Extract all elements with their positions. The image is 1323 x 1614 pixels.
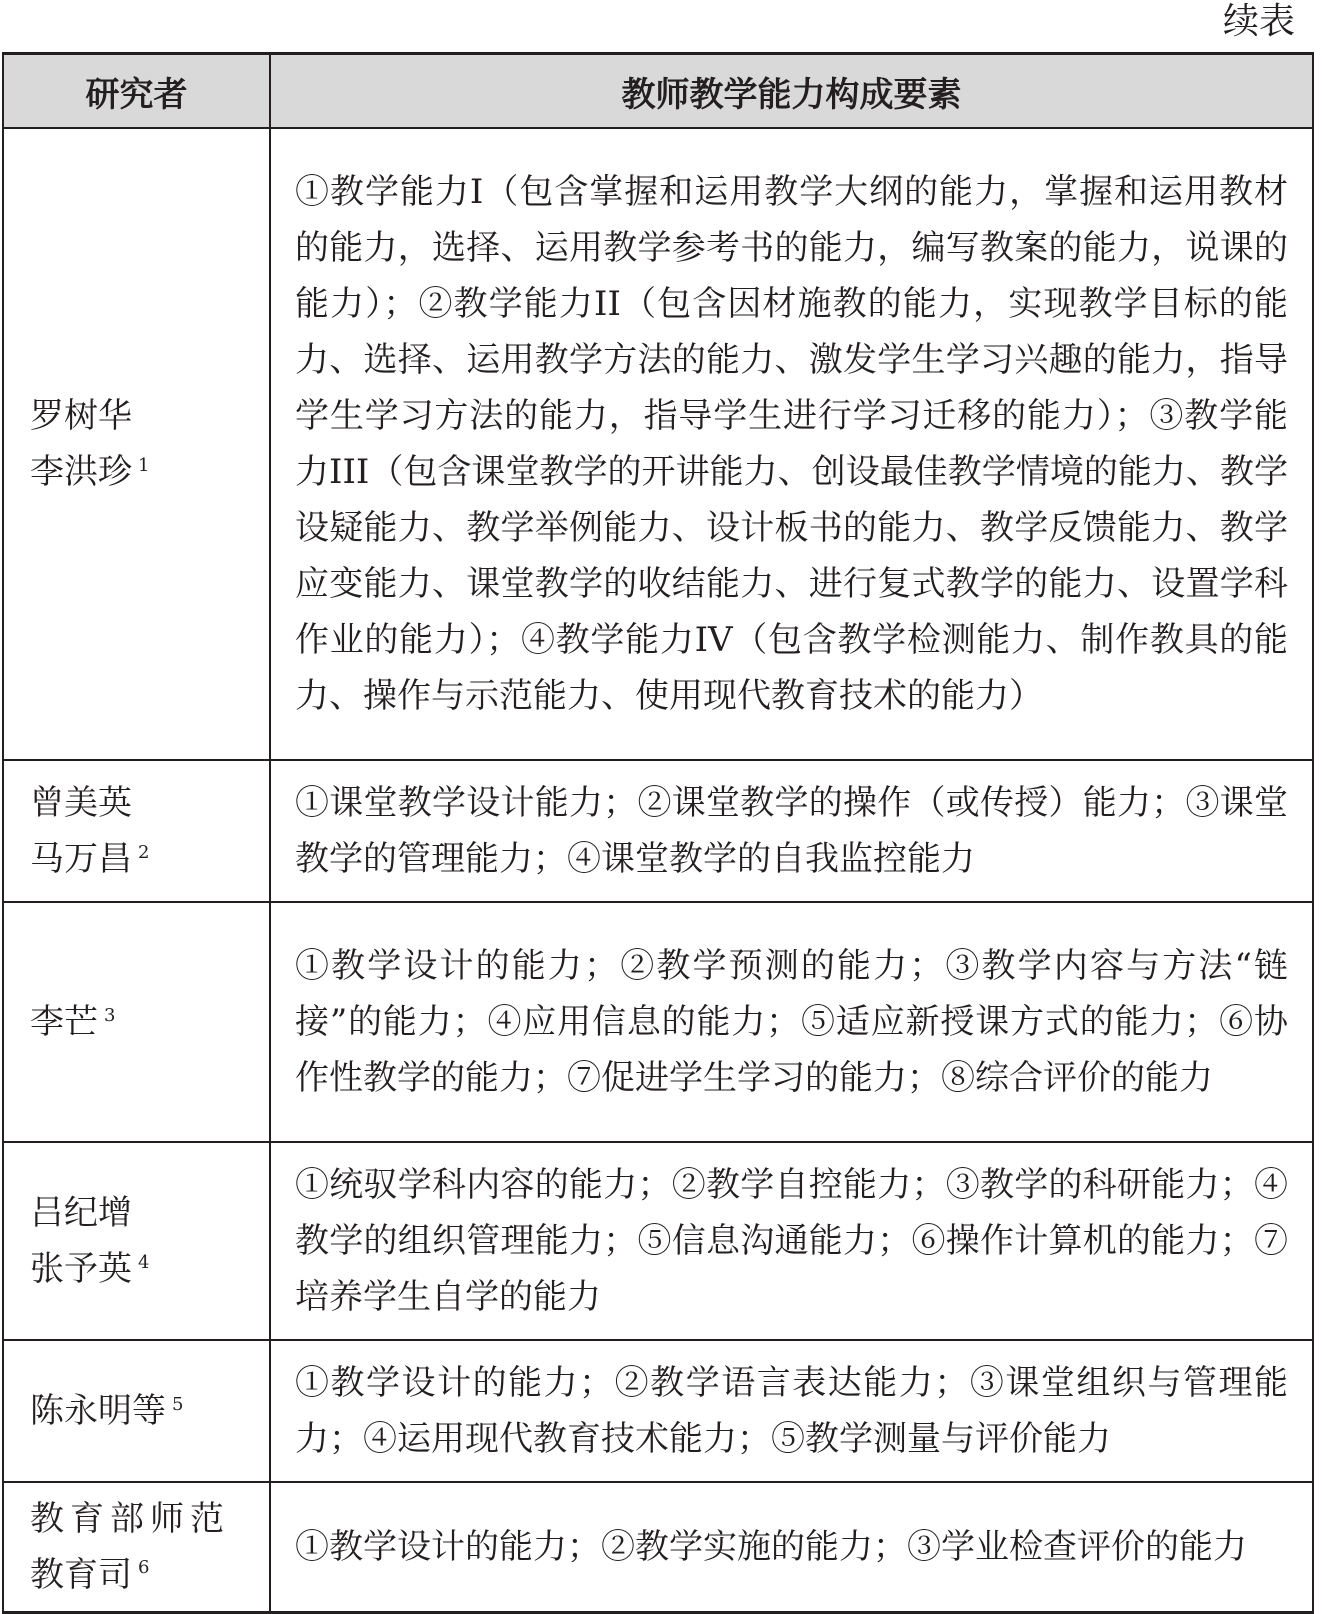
researcher-cell <box>3 760 270 902</box>
researcher-name: 马万昌 <box>30 839 132 879</box>
footnote-ref: 2 <box>138 841 150 863</box>
researcher-name: 李芒 <box>30 1002 98 1042</box>
elements-cell: ①教学设计的能力；②教学实施的能力；③学业检查评价的能力 <box>270 1482 1313 1612</box>
researcher-name: 教育部师范 <box>30 1498 230 1539</box>
footnote-ref: 6 <box>138 1557 150 1579</box>
researcher-name: 吕纪增 <box>30 1193 132 1233</box>
elements-cell: ①统驭学科内容的能力；②教学自控能力；③教学的科研能力；④教学的组织管理能力；⑤信息沟通能力；⑥操作计算机的能力；⑦培养学生自学的能力 <box>270 1142 1313 1340</box>
table-header-row <box>3 54 1313 129</box>
researcher-cell <box>3 1142 270 1340</box>
table-row <box>3 1482 1313 1612</box>
researcher-cell <box>3 1340 270 1482</box>
researcher-name: 李洪珍 <box>30 452 132 492</box>
elements-cell: ①教学能力I（包含掌握和运用教学大纲的能力，掌握和运用教材的能力，选择、运用教学参考书的能力，编写教案的能力，说课的能力）；②教学能力II（包含因材施教的能力，实现教学目标的能力、选择、运用教学方法的能力、激发学生学习兴趣的能力，指导学生学习方法的能力，指导学生进行学习迁移的能力）；③教学能力III（包含课堂教学的开讲能力、创设最佳教学情境的能力、教学设疑能力、教学举例能力、设计板书的能力、教学反馈能力、教学应变能力、课堂教学的收结能力、进行复式教学的能力、设置学科作业的能力）；④教学能力IV（包含教学检测能力、制作教具的能力、操作与示范能力、使用现代教育技术的能力） <box>270 128 1313 760</box>
table-row <box>3 760 1313 902</box>
footnote-ref: 3 <box>104 1004 116 1026</box>
elements-cell: ①教学设计的能力；②教学语言表达能力；③课堂组织与管理能力；④运用现代教育技术能力；⑤教学测量与评价能力 <box>270 1340 1313 1482</box>
header-researcher: 研究者 <box>3 54 270 129</box>
footnote-ref: 4 <box>138 1251 150 1273</box>
teaching-ability-table <box>2 52 1314 1614</box>
table-row <box>3 1340 1313 1482</box>
footnote-ref: 5 <box>172 1393 184 1415</box>
header-elements: 教师教学能力构成要素 <box>270 54 1313 129</box>
researcher-name: 罗树华 <box>30 396 132 436</box>
continued-label: 续表 <box>1222 1 1295 42</box>
elements-cell: ①教学设计的能力；②教学预测的能力；③教学内容与方法“链接”的能力；④应用信息的能力；⑤适应新授课方式的能力；⑥协作性教学的能力；⑦促进学生学习的能力；⑧综合评价的能力 <box>270 902 1313 1142</box>
researcher-name: 曾美英 <box>30 783 132 823</box>
researcher-cell <box>3 1482 270 1612</box>
researcher-cell <box>3 128 270 760</box>
researcher-name: 教育司 <box>30 1554 132 1595</box>
table-row <box>3 128 1313 760</box>
researcher-cell <box>3 902 270 1142</box>
researcher-name: 陈永明等 <box>30 1391 166 1431</box>
footnote-ref: 1 <box>138 454 150 476</box>
table-row <box>3 1142 1313 1340</box>
table-row <box>3 902 1313 1142</box>
elements-cell: ①课堂教学设计能力；②课堂教学的操作（或传授）能力；③课堂教学的管理能力；④课堂教学的自我监控能力 <box>270 760 1313 902</box>
researcher-name: 张予英 <box>30 1249 132 1289</box>
